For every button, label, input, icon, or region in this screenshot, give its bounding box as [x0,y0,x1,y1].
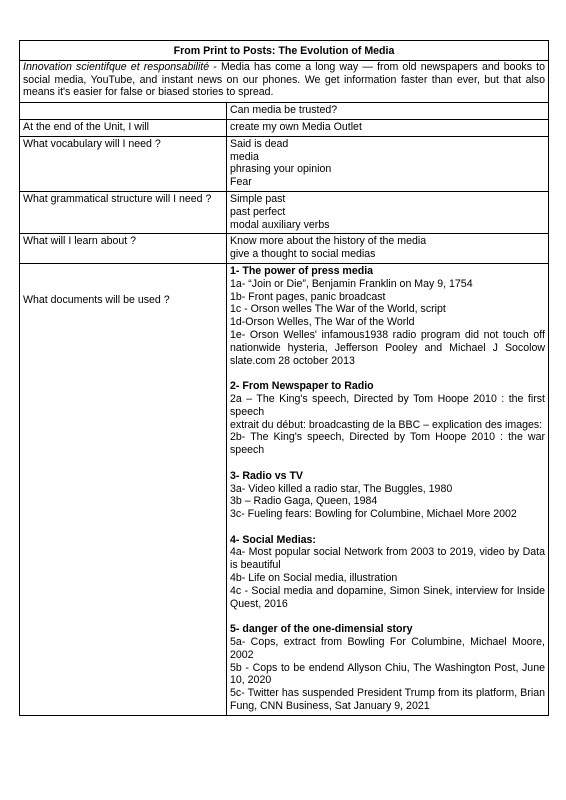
document-section [230,380,545,457]
document-item: 5a- Cops, extract from Bowling For Columbine, Michael Moore, 2002 [230,636,545,661]
document-item: 5b - Cops to be endend Allyson Chiu, The Washington Post, June 10, 2020 [230,661,545,687]
list-item: modal auxiliary verbs [230,218,330,231]
section-heading: 1- The power of press media [230,264,374,277]
document-section [230,534,545,611]
document-item: 1c - Orson welles The War of the World, script [230,303,446,316]
document-item: 1d-Orson Welles, The War of the World [230,316,415,329]
document-item: 3c- Fueling fears: Bowling for Columbine, Michael More 2002 [230,508,517,521]
title-row [20,41,549,61]
row-label [20,263,227,715]
section-heading: 4- Social Medias: [230,533,316,546]
learn-row [20,234,549,264]
intro-italic: Innovation scientifque et responsabilité [23,60,210,73]
document-item: 2b- The King's speech, Directed by Tom Hoope 2010 : the war speech [230,431,545,457]
end-of-unit-row [20,119,549,136]
document-item: 4b- Life on Social media, illustration [230,572,398,585]
list-item: phrasing your opinion [230,163,332,176]
document-item: 1b- Front pages, panic broadcast [230,290,386,303]
document-section [230,470,545,521]
vocabulary-row [20,136,549,191]
row-label: At the end of the Unit, I will [20,119,227,136]
question-row [20,103,549,120]
document-item: extrait du début: broadcasting de la BBC – explication des images: [230,418,543,431]
row-label: What vocabulary will I need ? [20,136,227,191]
document-item: 1a- “Join or Die”, Benjamin Franklin on May 9, 1754 [230,277,473,290]
documents-label: What documents will be used ? [23,293,170,306]
documents-row [20,263,549,715]
grammar-list [227,191,549,233]
intro-row [20,60,549,102]
list-item: Fear [230,176,252,189]
list-item: past perfect [230,205,286,218]
driving-question: Can media be trusted? [227,103,549,120]
document-item: 3a- Video killed a radio star, The Buggles, 1980 [230,482,453,495]
row-label: What grammatical structure will I need ? [20,191,227,233]
documents-list [227,263,549,715]
page-title: From Print to Posts: The Evolution of Media [20,41,549,61]
row-label: What will I learn about ? [20,234,227,264]
row-value: create my own Media Outlet [227,119,549,136]
document-item: 3b – Radio Gaga, Queen, 1984 [230,495,378,508]
document-item: 2a – The King's speech, Directed by Tom Hoope 2010 : the first speech [230,392,545,418]
list-item: Know more about the history of the media [230,235,427,248]
document-item: 4c - Social media and dopamine, Simon Sinek, interview for Inside Quest, 2016 [230,584,545,610]
document-item: 5c- Twitter has suspended President Trump from its platform, Brian Fung, CNN Business, Sat January 9, 2021 [230,687,545,713]
intro-text: - Media has come a long way — from old newspapers and books to social media, YouTube, and instant news on our phones. We get information faster than ever, but that also means it's easier for false or biased stories to spread. [23,60,545,99]
learn-list [227,234,549,264]
document-section [230,265,545,367]
list-item: Simple past [230,192,286,205]
grammar-row [20,191,549,233]
section-heading: 2- From Newspaper to Radio [230,380,374,393]
vocabulary-list [227,136,549,191]
list-item: Said is dead [230,137,289,150]
intro-paragraph [20,60,549,102]
list-item: give a thought to social medias [230,248,376,261]
document-item: 1e- Orson Welles' infamous1938 radio program did not touch off nationwide hysteria, Jefferson Pooley and Michael J Socolow slate.com 28 october 2013 [230,328,545,367]
list-item: media [230,150,259,163]
empty-cell [20,103,227,120]
unit-plan-table [19,40,549,716]
document-section [230,623,545,713]
section-heading: 5- danger of the one-dimensial story [230,623,413,636]
document-item: 4a- Most popular social Network from 2003 to 2019, video by Data is beautiful [230,546,545,572]
section-heading: 3- Radio vs TV [230,469,303,482]
